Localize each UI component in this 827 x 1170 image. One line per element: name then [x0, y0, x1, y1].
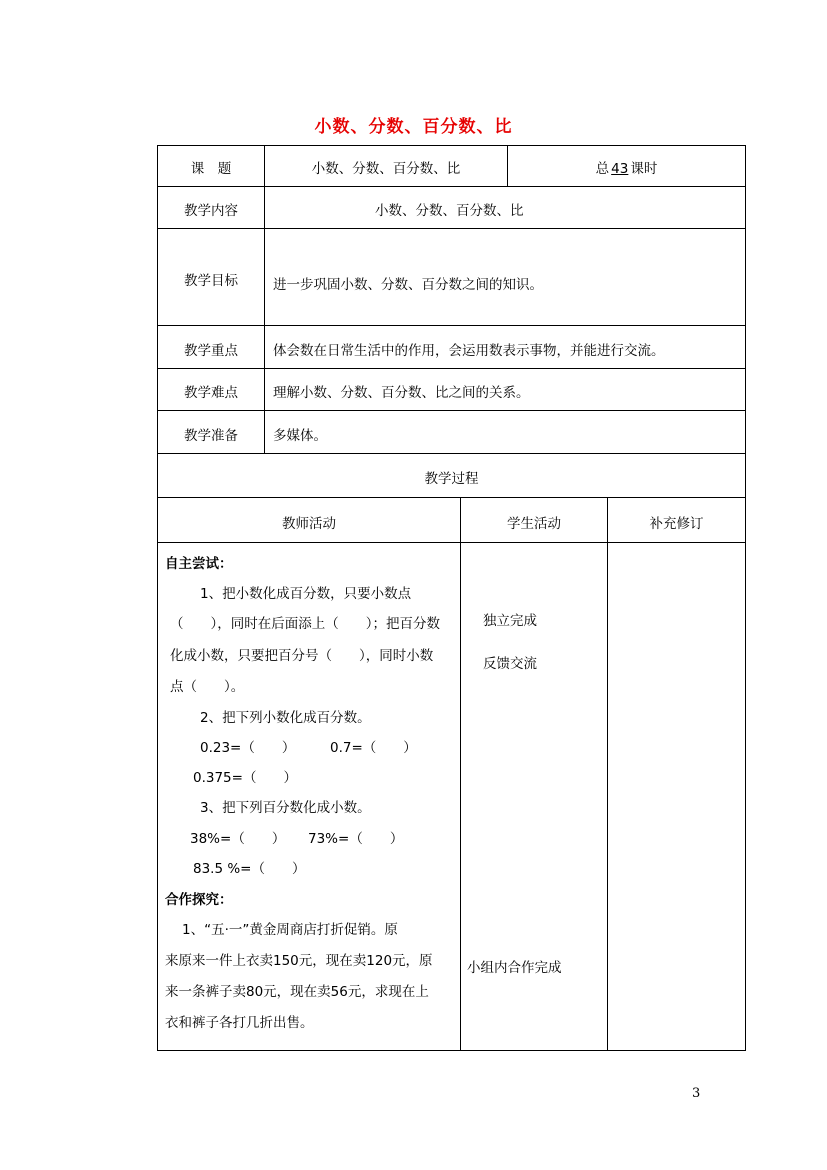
goal-label: 教学目标: [184, 273, 238, 289]
row-divider: [157, 410, 746, 411]
row-divider: [157, 228, 746, 229]
teacher-line: （ ），同时在后面添上（ ）；把百分数: [170, 616, 440, 632]
student-activity-item: 反馈交流: [483, 656, 537, 672]
row-divider: [157, 325, 746, 326]
document-title: 小数、分数、百分数、比: [314, 117, 513, 137]
exercise-item: 83.5 %=（ ）: [193, 861, 306, 877]
teacher-line: 3、把下列百分数化成小数。: [200, 800, 371, 816]
hours-prefix: 总: [595, 161, 610, 177]
row-divider: [157, 368, 746, 369]
student-activity-header: 学生活动: [507, 516, 561, 532]
teacher-column-divider: [460, 497, 461, 1051]
revision-header: 补充修订: [649, 516, 704, 532]
topic-value: 小数、分数、百分数、比: [311, 161, 461, 177]
teacher-line: 1、把小数化成百分数，只要小数点: [200, 586, 412, 602]
row-divider: [157, 453, 746, 454]
exercise-item: 0.375=（ ）: [193, 770, 297, 786]
self-attempt-title: 自主尝试：: [165, 556, 233, 572]
page-number: 3: [692, 1086, 701, 1101]
row-divider: [157, 497, 746, 498]
teacher-line: 点（ ）。: [170, 679, 245, 695]
student-column-divider: [607, 497, 608, 1051]
exercise-item: 0.7=（ ）: [330, 740, 417, 756]
table-border-right: [745, 145, 746, 1051]
exercise-item: 38%=（ ）: [190, 831, 286, 847]
content-label: 教学内容: [184, 203, 238, 219]
table-border-top: [157, 145, 746, 146]
hours-number: 43: [611, 161, 629, 177]
process-label: 教学过程: [424, 471, 479, 487]
focus-value: 体会数在日常生活中的作用，会运用数表示事物，并能进行交流。: [273, 343, 665, 359]
prep-label: 教学准备: [184, 428, 238, 444]
student-activity-item: 独立完成: [483, 613, 537, 629]
teacher-line: 来一条裤子卖80元，现在卖56元，求现在上: [165, 984, 429, 1000]
hours-suffix: 课时: [630, 161, 658, 177]
cooperative-exploration-title: 合作探究：: [165, 892, 233, 908]
difficulty-value: 理解小数、分数、百分数、比之间的关系。: [273, 385, 530, 401]
teacher-line: 衣和裤子各打几折出售。: [165, 1015, 314, 1031]
topic-label: 课 题: [190, 161, 232, 177]
label-column-divider: [264, 145, 265, 454]
lesson-hours: [508, 157, 745, 177]
difficulty-label: 教学难点: [184, 385, 238, 401]
table-border-bottom: [157, 1050, 746, 1051]
row-divider: [157, 542, 746, 543]
teacher-line: 1、“五·一”黄金周商店打折促销。原: [182, 922, 398, 938]
teacher-line: 来原来一件上衣卖150元，现在卖120元，原: [165, 953, 433, 969]
exercise-item: 73%=（ ）: [308, 831, 404, 847]
goal-value: 进一步巩固小数、分数、百分数之间的知识。: [273, 277, 543, 293]
focus-label: 教学重点: [184, 343, 238, 359]
student-activity-item: 小组内合作完成: [467, 960, 562, 976]
teacher-line: 2、把下列小数化成百分数。: [200, 710, 371, 726]
prep-value: 多媒体。: [273, 428, 327, 444]
exercise-item: 0.23=（ ）: [200, 740, 296, 756]
teacher-activity-header: 教师活动: [282, 516, 336, 532]
teacher-line: 化成小数，只要把百分号（ ），同时小数: [170, 648, 434, 664]
row-divider: [157, 186, 746, 187]
content-value: 小数、分数、百分数、比: [375, 203, 524, 219]
